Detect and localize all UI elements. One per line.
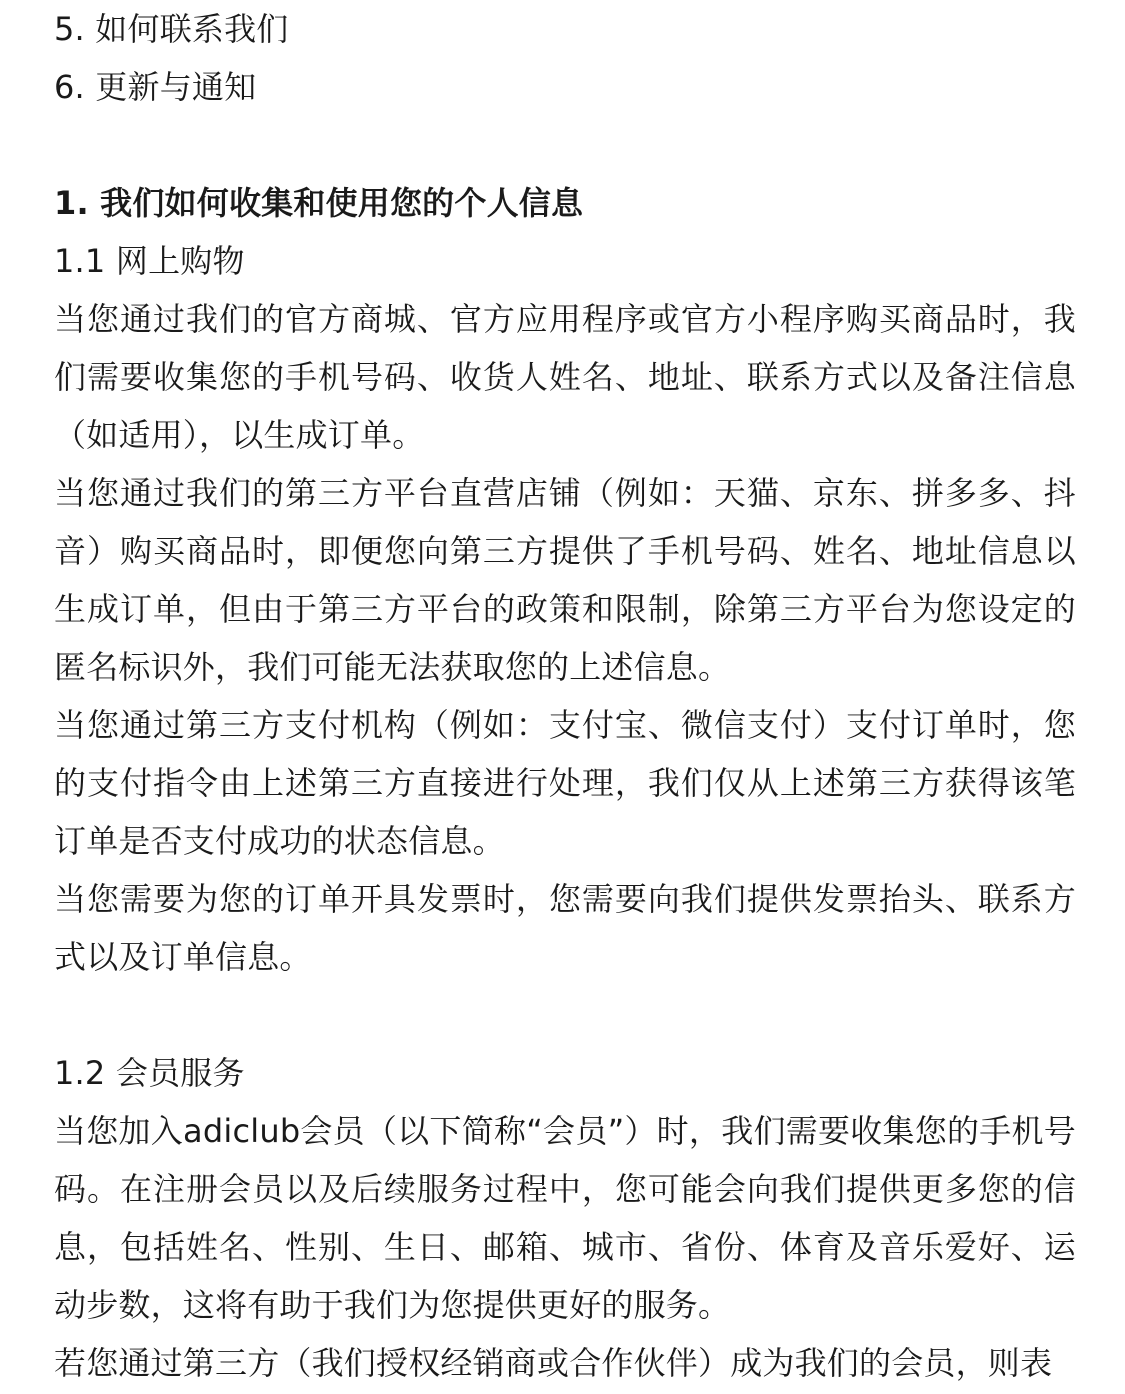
paragraph-membership: 当您加入adiclub会员（以下简称“会员”）时，我们需要收集您的手机号码。在注册会员以及后续服务过程中，您可能会向我们提供更多您的信息，包括姓名、性别、生日、邮箱、城市、省份、体育及音乐爱好、运动步数，这将有助于我们为您提供更好的服务。: [54, 1112, 1076, 1324]
paragraph-online-shopping: 当您通过我们的官方商城、官方应用程序或官方小程序购买商品时，我们需要收集您的手机号码、收货人姓名、地址、联系方式以及备注信息（如适用），以生成订单。: [54, 300, 1076, 454]
toc-item-updates: 6. 更新与通知: [54, 68, 257, 106]
paragraph-third-party-payment: 当您通过第三方支付机构（例如：支付宝、微信支付）支付订单时，您的支付指令由上述第三方直接进行处理，我们仅从上述第三方获得该笔订单是否支付成功的状态信息。: [54, 706, 1076, 860]
document-body: [54, 0, 1076, 1392]
paragraph-invoice: 当您需要为您的订单开具发票时，您需要向我们提供发票抬头、联系方式以及订单信息。: [54, 880, 1076, 976]
spacer: [54, 986, 1076, 1044]
spacer: [54, 116, 1076, 174]
subsection-1-2-title: 1.2 会员服务: [54, 1054, 245, 1092]
paragraph-membership-third-party: 若您通过第三方（我们授权经销商或合作伙伴）成为我们的会员，则表: [54, 1344, 1053, 1382]
paragraph-third-party-stores: 当您通过我们的第三方平台直营店铺（例如：天猫、京东、拼多多、抖音）购买商品时，即便您向第三方提供了手机号码、姓名、地址信息以生成订单，但由于第三方平台的政策和限制，除第三方平台为您设定的匿名标识外，我们可能无法获取您的上述信息。: [54, 474, 1076, 686]
toc-item-contact: 5. 如何联系我们: [54, 10, 289, 48]
section-1-title: 1. 我们如何收集和使用您的个人信息: [54, 184, 584, 222]
subsection-1-1-title: 1.1 网上购物: [54, 242, 245, 280]
